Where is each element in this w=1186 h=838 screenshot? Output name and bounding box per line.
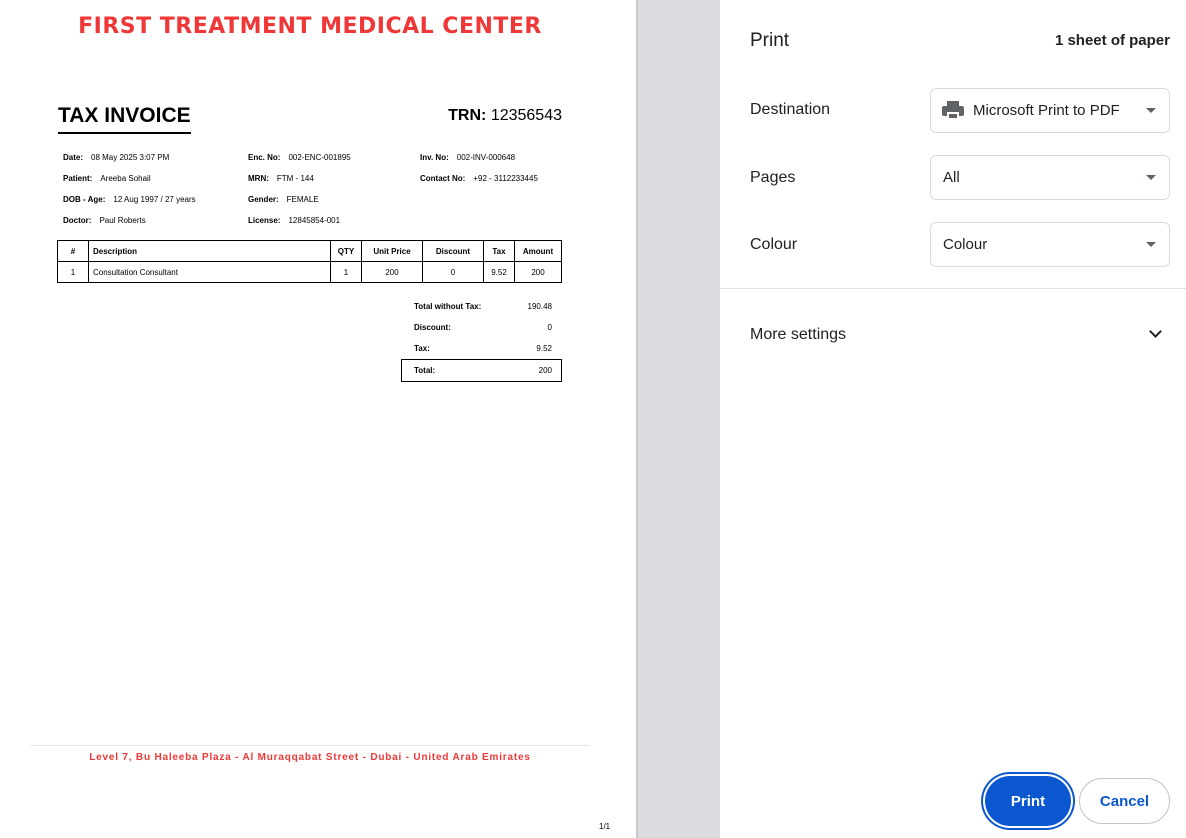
table-cell: 0: [423, 262, 484, 283]
trn: [448, 107, 562, 125]
destination-value: Microsoft Print to PDF: [973, 102, 1120, 119]
meta-contact: Contact No: +92 - 3112233445: [420, 174, 538, 183]
trn-label: TRN:: [448, 107, 487, 124]
page-count: 1/1: [599, 822, 611, 831]
table-header-cell: Tax: [484, 241, 515, 262]
meta-inv: Inv. No: 002-INV-000648: [420, 153, 516, 162]
table-header-row: [58, 241, 562, 262]
dropdown-arrow-icon: [1146, 108, 1156, 113]
footer-divider: [30, 745, 590, 746]
invoice-items-table: [57, 240, 562, 283]
table-header-cell: #: [58, 241, 89, 262]
total-discount: Discount: 0: [414, 323, 552, 332]
meta-gender: Gender: FEMALE: [248, 195, 319, 204]
pages-select[interactable]: [930, 155, 1170, 200]
meta-doctor: Doctor: Paul Roberts: [63, 216, 146, 225]
table-cell: 1: [331, 262, 362, 283]
meta-mrn: MRN: FTM - 144: [248, 174, 314, 183]
colour-label: Colour: [750, 236, 798, 253]
chevron-down-icon[interactable]: [1149, 325, 1162, 338]
colour-value: Colour: [943, 236, 988, 253]
destination-select[interactable]: [930, 88, 1170, 133]
meta-license: License: 12845854-001: [248, 216, 341, 225]
colour-select[interactable]: [930, 222, 1170, 267]
settings-divider: [720, 288, 1186, 289]
table-header-cell: Discount: [423, 241, 484, 262]
document-title: TAX INVOICE: [58, 104, 191, 134]
footer-address: Level 7, Bu Haleeba Plaza - Al Muraqqabat Street - Dubai - United Arab Emirates: [89, 752, 531, 763]
meta-enc: Enc. No: 002-ENC-001895: [248, 153, 351, 162]
table-cell: Consultation Consultant: [89, 262, 331, 283]
cancel-button[interactable]: Cancel: [1079, 778, 1170, 824]
table-header-cell: Unit Price: [362, 241, 423, 262]
sheet-count: 1 sheet of paper: [1054, 32, 1170, 49]
pages-value: All: [943, 169, 960, 186]
table-cell: 200: [362, 262, 423, 283]
print-settings-panel: [720, 0, 1186, 838]
pages-label: Pages: [750, 169, 796, 186]
table-cell: 9.52: [484, 262, 515, 283]
clinic-name: FIRST TREATMENT MEDICAL CENTER: [78, 14, 542, 39]
table-cell: 200: [515, 262, 562, 283]
totals-block: [401, 296, 562, 382]
printer-icon: [942, 101, 964, 121]
meta-patient: Patient: Areeba Sohail: [63, 174, 151, 183]
preview-scroll-gutter: [636, 0, 720, 838]
destination-label: Destination: [750, 101, 831, 118]
table-row: [58, 262, 562, 283]
panel-title: Print: [750, 30, 790, 51]
print-button[interactable]: Print: [985, 776, 1071, 826]
table-header-cell: QTY: [331, 241, 362, 262]
grand-total: Total: 200: [401, 359, 562, 382]
dropdown-arrow-icon: [1146, 175, 1156, 180]
table-header-cell: Amount: [515, 241, 562, 262]
more-settings-toggle[interactable]: More settings: [750, 326, 847, 343]
meta-date: Date: 08 May 2025 3:07 PM: [63, 153, 170, 162]
dropdown-arrow-icon: [1146, 242, 1156, 247]
meta-dob: DOB - Age: 12 Aug 1997 / 27 years: [63, 195, 196, 204]
total-without-tax: Total without Tax: 190.48: [414, 302, 552, 311]
table-cell: 1: [58, 262, 89, 283]
table-header-cell: Description: [89, 241, 331, 262]
trn-value: 12356543: [490, 107, 562, 124]
total-tax: Tax: 9.52: [414, 344, 552, 353]
